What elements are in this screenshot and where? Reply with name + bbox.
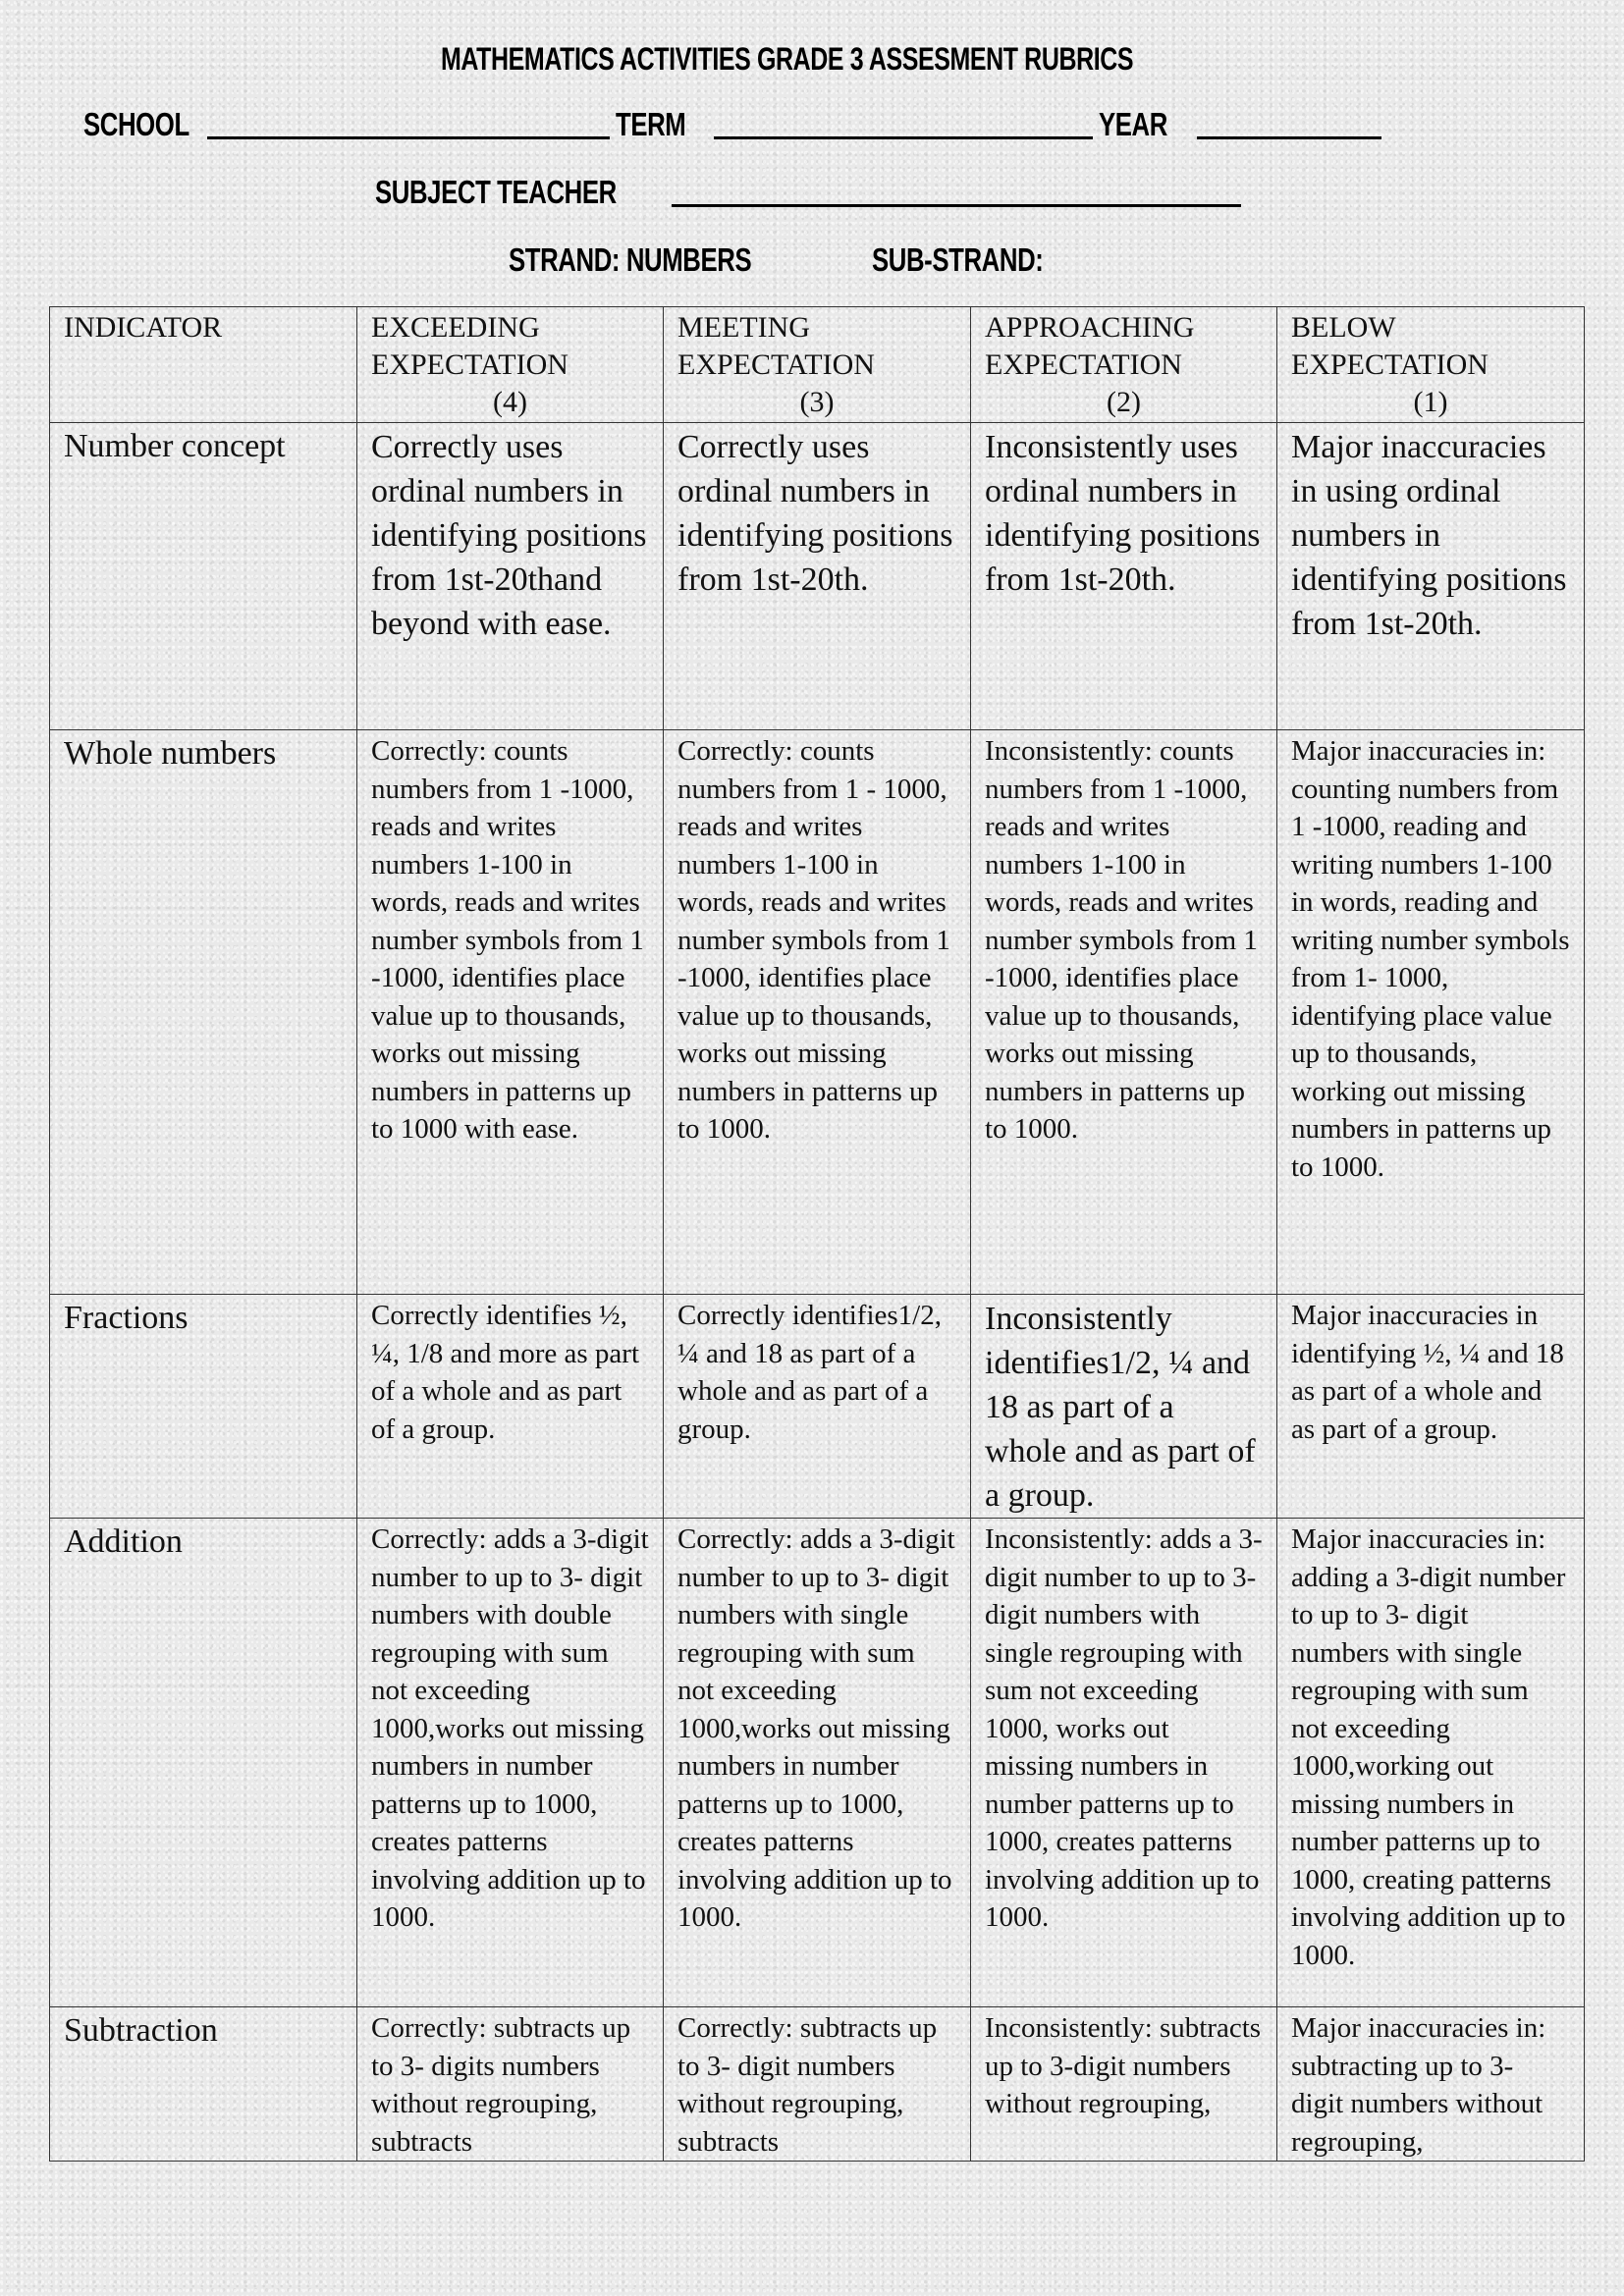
indicator-cell: Whole numbers [50,730,357,1295]
year-field[interactable] [1197,109,1381,139]
exceeding-cell: Correctly: counts numbers from 1 -1000, reads and writes numbers 1-100 in words, reads and writes number symbols from 1 -1000, identifies place value up to thousands, works out missing numbers in patterns up to 1000 with ease. [357,730,664,1295]
approaching-cell: Inconsistently identifies1/2, ¼ and 18 as part of a whole and as part of a group. [971,1295,1277,1519]
school-label: SCHOOL [83,106,189,142]
strand-row [509,241,1098,279]
approaching-cell: Inconsistently: subtracts up to 3-digit numbers without regrouping, [971,2007,1277,2162]
below-cell: Major inaccuracies in: counting numbers from 1 -1000, reading and writing numbers 1-100 in words, reading and writing number symbols from 1- 1000, identifying place value up to thousands, working out missing numbers in patterns up to 1000. [1277,730,1585,1295]
year-label: YEAR [1099,106,1167,142]
approaching-cell: Inconsistently: counts numbers from 1 -1000, reads and writes numbers 1-100 in words, reads and writes number symbols from 1 -1000, identifies place value up to thousands, works out missing numbers in patterns up to 1000. [971,730,1277,1295]
meeting-cell: Correctly: counts numbers from 1 - 1000, reads and writes numbers 1-100 in words, reads and writes number symbols from 1 -1000, identifies place value up to thousands, works out missing numbers in patterns up to 1000. [664,730,971,1295]
exceeding-cell: Correctly: subtracts up to 3- digits numbers without regrouping, subtracts [357,2007,664,2162]
meeting-cell: Correctly: adds a 3-digit number to up to 3- digit numbers with single regrouping with sum not exceeding 1000,works out missing numbers in number patterns up to 1000, creates patterns involving addition up to 1000. [664,1519,971,2007]
meeting-cell: Correctly: subtracts up to 3- digit numbers without regrouping, subtracts [664,2007,971,2162]
approaching-cell: Inconsistently uses ordinal numbers in identifying positions from 1st-20th. [971,423,1277,730]
score-4: (4) [493,386,527,418]
header-indicator: INDICATOR [50,307,357,423]
exceeding-cell: Correctly: adds a 3-digit number to up to 3- digit numbers with double regrouping with sum not exceeding 1000,works out missing numbers in number patterns up to 1000, creates patterns involving addition up to 1000. [357,1519,664,2007]
meeting-cell: Correctly uses ordinal numbers in identifying positions from 1st-20th. [664,423,971,730]
below-cell: Major inaccuracies in identifying ½, ¼ and 18 as part of a whole and as part of a group. [1277,1295,1585,1519]
strand-label: STRAND: NUMBERS [509,241,752,278]
school-field[interactable] [207,109,610,139]
rubric-header-row [50,307,1585,423]
exceeding-cell: Correctly identifies ½, ¼, 1/8 and more as part of a whole and as part of a group. [357,1295,664,1519]
below-cell: Major inaccuracies in: adding a 3-digit number to up to 3- digit numbers with single regrouping with sum not exceeding 1000,working out missing numbers in number patterns up to 1000, creating patterns involving addition up to 1000. [1277,1519,1585,2007]
indicator-cell: Subtraction [50,2007,357,2162]
table-row [50,423,1585,730]
teacher-field[interactable] [672,177,1241,207]
term-label: TERM [616,106,686,142]
header-exceeding: EXCEEDING EXPECTATION (4) [357,307,664,423]
rubric-table [49,306,1585,2162]
table-row [50,730,1585,1295]
teacher-row [375,174,1247,211]
indicator-cell: Fractions [50,1295,357,1519]
teacher-label: SUBJECT TEACHER [375,174,617,210]
table-row [50,2007,1585,2162]
below-cell: Major inaccuracies in using ordinal numbers in identifying positions from 1st-20th. [1277,423,1585,730]
term-field[interactable] [714,109,1093,139]
header-meeting: MEETING EXPECTATION (3) [664,307,971,423]
table-row [50,1295,1585,1519]
indicator-cell: Addition [50,1519,357,2007]
meeting-cell: Correctly identifies1/2, ¼ and 18 as part of a whole and as part of a group. [664,1295,971,1519]
school-term-year-row [83,106,1387,143]
sub-strand-label: SUB-STRAND: [872,241,1044,278]
score-3: (3) [799,386,835,418]
header-approaching: APPROACHING EXPECTATION (2) [971,307,1277,423]
score-1: (1) [1413,386,1448,418]
score-2: (2) [1107,386,1141,418]
header-below: BELOW EXPECTATION (1) [1277,307,1585,423]
below-cell: Major inaccuracies in: subtracting up to 3- digit numbers without regrouping, [1277,2007,1585,2162]
table-row [50,1519,1585,2007]
exceeding-cell: Correctly uses ordinal numbers in identifying positions from 1st-20thand beyond with ease. [357,423,664,730]
indicator-cell: Number concept [50,423,357,730]
approaching-cell: Inconsistently: adds a 3- digit number to up to 3- digit numbers with single regrouping with sum not exceeding 1000, works out missing numbers in number patterns up to 1000, creates patterns involving addition up to 1000. [971,1519,1277,2007]
document-title: MATHEMATICS ACTIVITIES GRADE 3 ASSESMENT RUBRICS [441,41,1134,77]
